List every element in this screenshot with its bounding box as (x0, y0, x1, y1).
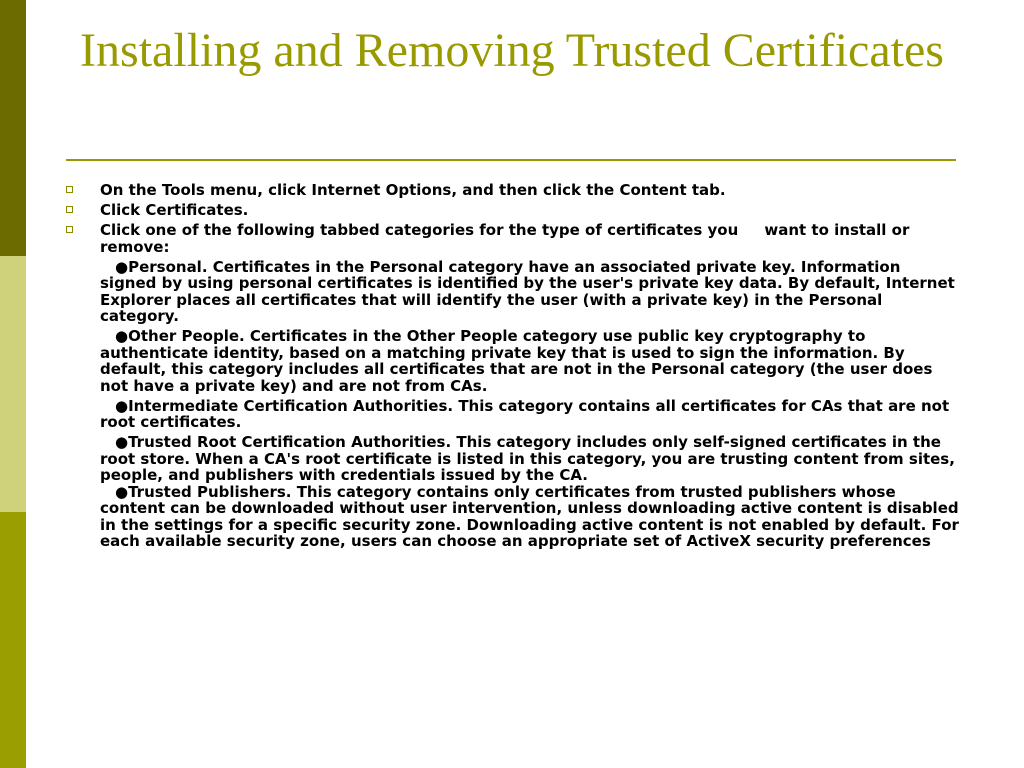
bullet-item (66, 202, 962, 219)
bullet-text: Click one of the following tabbed categories for the type of certificates you want to install or remove: (100, 221, 915, 256)
sub-item-trusted-root-ca (66, 434, 962, 484)
bullet-text: Click Certificates. (100, 201, 249, 219)
square-bullet-icon (66, 226, 73, 233)
bullet-item (66, 222, 962, 255)
slide-title: Installing and Removing Trusted Certificates (80, 24, 944, 77)
square-bullet-icon (66, 186, 73, 193)
sidebar-segment-bottom (0, 512, 26, 768)
sub-item-other-people (66, 328, 962, 394)
sidebar-segment-middle (0, 256, 26, 512)
title-divider (66, 159, 956, 161)
decorative-sidebar (0, 0, 26, 768)
sub-item-text: ●Trusted Publishers. This category contains only certificates from trusted publishers whose content can be downloaded without user intervention, unless downloading active content is disabled in the settings for a specific security zone. Downloading active content is not enabled by default. For each available security zone, users can choose an appropriate set of ActiveX security preferences (100, 482, 959, 550)
sub-item-trusted-publishers (66, 484, 962, 550)
sub-item-text: ●Intermediate Certification Authorities. This category contains all certificates for CAs that are not root certificates. (100, 396, 950, 431)
bullet-text: On the Tools menu, click Internet Options, and then click the Content tab. (100, 181, 726, 199)
sub-item-personal (66, 259, 962, 325)
sub-item-text: ●Other People. Certificates in the Other People category use public key cryptography to authenticate identity, based on a matching private key that is used to sign the information. By default, this category includes all certificates that are not in the Personal category (the user does not have a private key) and are not from CAs. (100, 327, 933, 395)
slide-body (66, 182, 962, 553)
sub-item-text: ●Trusted Root Certification Authorities. This category includes only self-signed certificates in the root store. When a CA's root certificate is listed in this category, you are trusting content from sites, people, and publishers with credentials issued by the CA. (100, 433, 955, 484)
sub-item-text: ●Personal. Certificates in the Personal category have an associated private key. Information signed by using personal certificates is identified by the user's private key data. By default, Internet Explorer places all certificates that will identify the user (with a private key) in the Personal category. (100, 257, 955, 325)
bullet-item (66, 182, 962, 199)
sidebar-segment-top (0, 0, 26, 256)
square-bullet-icon (66, 206, 73, 213)
sub-item-intermediate-ca (66, 398, 962, 431)
